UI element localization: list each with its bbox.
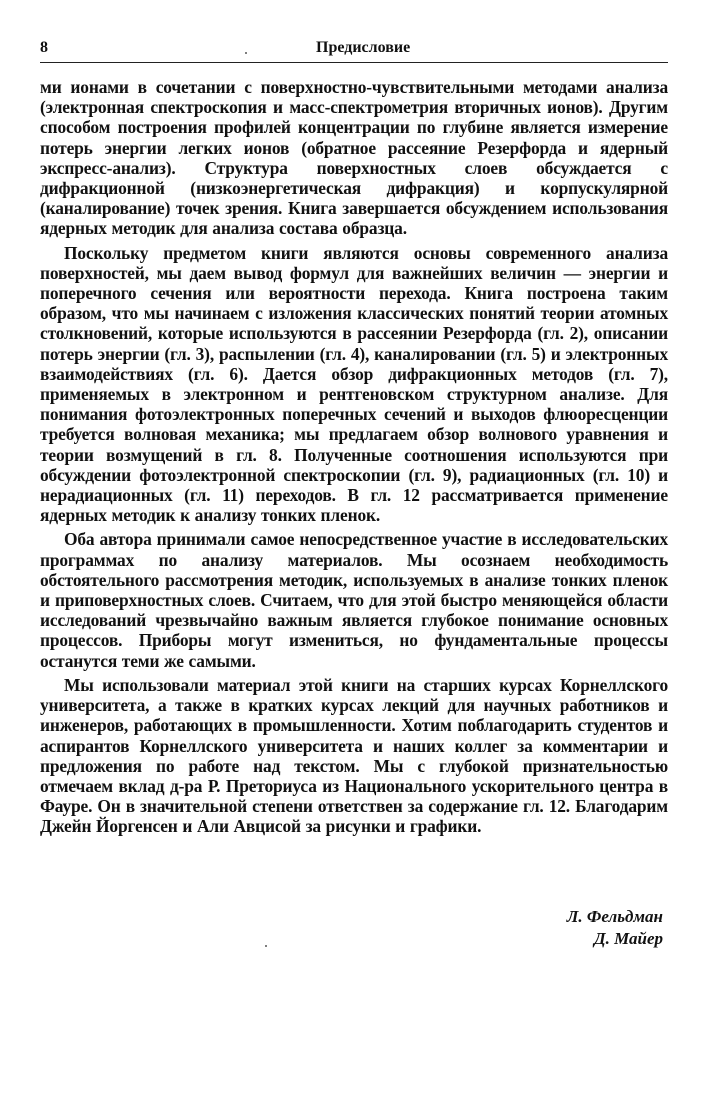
page-header — [40, 38, 668, 62]
paragraph-authors-experience: Оба автора принимали самое непосредственное участие в исследовательских программах по анализу материалов. Мы осознаем необходимость обстоятельного рассмотрения методик, используемых в анализе тонких пленок и приповерхностных слоев. Считаем, что для этой быстро меняющейся области исследований чрезвычайно важным является глубокое понимание основных процессов. Приборы могут измениться, но фундаментальные процессы останутся теми же самыми. — [40, 529, 668, 671]
paragraph-book-structure: Поскольку предметом книги являются основы современного анализа поверхностей, мы даем вывод формул для важнейших величин — энергии и поперечного сечения или вероятности перехода. Книга построена таким образом, что мы начинаем с изложения классических понятий теории атомных столкновений, которые используются в рассеянии Резерфорда (гл. 2), описании потерь энергии (гл. 3), распылении (гл. 4), каналировании (гл. 5) и электронных взаимодействиях (гл. 6). Дается обзор дифракционных методов (гл. 7), применяемых в электронном и рентгеновском структурном анализе. Для понимания фотоэлектронных поперечных сечений и выходов флюоресценции требуется волновая механика; мы предлагаем обзор волнового уравнения и теории возмущений в гл. 8. Полученные соотношения используются при обсуждении фотоэлектронной спектроскопии (гл. 9), радиационных (гл. 10) и нерадиационных (гл. 11) переходов. В гл. 12 рассматривается применение ядерных методик к анализу тонких пленок. — [40, 242, 668, 526]
running-title: Предисловие — [316, 39, 411, 56]
author-name-feldman: Л. Фельдман — [566, 907, 663, 926]
header-rule — [40, 62, 668, 63]
author-signature-block — [567, 906, 663, 950]
page-number: 8 — [40, 39, 48, 56]
print-speck — [265, 945, 267, 947]
preface-body — [40, 77, 668, 837]
print-speck — [245, 52, 247, 54]
paragraph-acknowledgements: Мы использовали материал этой книги на старших курсах Корнеллского университета, а также в кратких курсах лекций для научных работников и инженеров, работающих в промышленности. Хотим поблагодарить студентов и аспирантов Корнеллского университета и наших коллег за комментарии и предложения по работе над текстом. Мы с глубокой признательностью отмечаем вклад д-ра Р. Преториуса из Национального ускорительного центра в Фауре. Он в значительной степени ответствен за содержание гл. 12. Благодарим Джейн Йоргенсен и Али Авцисой за рисунки и графики. — [40, 674, 668, 837]
paragraph-continuation: ми ионами в сочетании с поверхностно-чувствительными методами анализа (электронная спектроскопия и масс-спектрометрия вторичных ионов). Другим способом построения профилей концентрации по глубине является измерение потерь энергии легких ионов (обратное рассеяние Резерфорда и ядерный экспресс-анализ). Структура поверхностных слоев обсуждается с дифракционной (низкоэнергетическая дифракция) и корпускулярной (каналирование) точек зрения. Книга завершается обсуждением использования ядерных методик для анализа состава образца. — [40, 77, 668, 239]
author-name-mayer: Д. Майер — [594, 929, 663, 948]
